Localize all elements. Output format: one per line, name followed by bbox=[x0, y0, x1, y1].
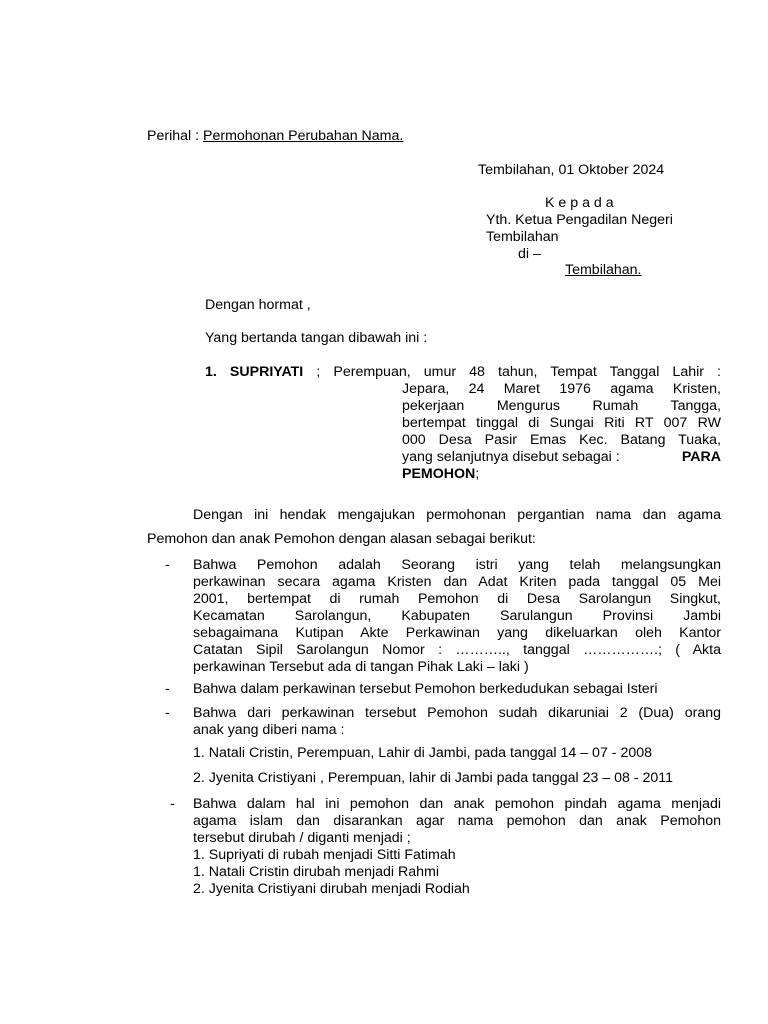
intro-line1 bbox=[193, 507, 721, 524]
salutation: Dengan hormat , bbox=[205, 297, 311, 313]
intro-line2: Pemohon dan anak Pemohon dengan alasan sebagai berikut: bbox=[147, 531, 536, 547]
bullet1 bbox=[193, 557, 721, 676]
applicant-line: pekerjaan Mengurus Rumah Tangga, bbox=[402, 398, 721, 414]
bullet1-line: 2001, bertempat di rumah Pemohon di Desa Sarolangun Singkut, bbox=[193, 591, 721, 607]
addressee-line2: Tembilahan bbox=[486, 229, 559, 245]
bullet-dash: - bbox=[165, 705, 170, 721]
bullet4-line: agama islam dan disarankan agar nama pemohon dan anak Pemohon bbox=[193, 813, 721, 829]
bullet1-line: sebagaimana Kutipan Akte Perkawinan yang dikeluarkan oleh Kantor bbox=[193, 625, 721, 641]
perihal-line bbox=[147, 128, 403, 145]
bullet3-line2: anak yang diberi nama : bbox=[193, 722, 345, 738]
applicant-name: SUPRIYATI bbox=[229, 364, 304, 380]
applicant-line: Jepara, 24 Maret 1976 agama Kristen, bbox=[402, 381, 721, 397]
city: Tembilahan. bbox=[565, 262, 642, 278]
kepada: K e p a d a bbox=[545, 195, 614, 211]
place-date: Tembilahan, 01 Oktober 2024 bbox=[478, 162, 665, 178]
di-label: di – bbox=[518, 246, 541, 262]
applicant-end: ; bbox=[475, 466, 480, 482]
applicant-details bbox=[402, 381, 721, 483]
bullet3 bbox=[193, 705, 721, 739]
bullet-dash: - bbox=[165, 557, 170, 573]
child-2: 2. Jyenita Cristiyani , Perempuan, lahir di Jambi pada tanggal 23 – 08 - 2011 bbox=[193, 770, 674, 786]
applicant-first-line bbox=[205, 364, 721, 381]
intro-text-1: Dengan ini hendak mengajukan permohonan pergantian nama dan agama bbox=[193, 507, 721, 523]
bullet1-line: perkawinan Tersebut ada di tangan Pihak Laki – laki ) bbox=[193, 659, 529, 675]
addressee-line1: Yth. Ketua Pengadilan Negeri bbox=[486, 212, 673, 228]
name-change: 1. Natali Cristin dirubah menjadi Rahmi bbox=[193, 864, 440, 880]
bullet4-line: Bahwa dalam hal ini pemohon dan anak pemohon pindah agama menjadi bbox=[193, 796, 721, 812]
para-label: PARA bbox=[681, 449, 721, 465]
applicant-sep: ; bbox=[303, 364, 334, 380]
applicant-number: 1. bbox=[205, 364, 230, 380]
bullet-dash: - bbox=[165, 681, 170, 697]
bullet1-line: Catatan Sipil Sarolangun Nomor : ……….., tanggal …………….; ( Akta bbox=[193, 642, 721, 658]
bullet4-line: tersebut dirubah / diganti menjadi ; bbox=[193, 830, 411, 846]
name-change: 1. Supriyati di rubah menjadi Sitti Fatimah bbox=[193, 847, 456, 863]
bullet1-line: perkawinan secara agama Kristen dan Adat Kriten pada tanggal 05 Mei bbox=[193, 574, 721, 590]
child-1: 1. Natali Cristin, Perempuan, Lahir di Jambi, pada tanggal 14 – 07 - 2008 bbox=[193, 745, 653, 761]
applicant-line1: Perempuan, umur 48 tahun, Tempat Tanggal Lahir : bbox=[333, 364, 721, 380]
applicant-line: bertempat tinggal di Sungai Riti RT 007 RW bbox=[402, 415, 721, 431]
bullet1-line: Kecamatan Sarolangun, Kabupaten Sarulangun Provinsi Jambi bbox=[193, 608, 721, 624]
bullet4 bbox=[193, 796, 721, 898]
applicant-line: yang selanjutnya disebut sebagai : bbox=[402, 449, 620, 465]
perihal-value: Permohonan Perubahan Nama. bbox=[203, 128, 404, 144]
pemohon-label: PEMOHON bbox=[402, 466, 476, 482]
perihal-label: Perihal : bbox=[147, 128, 203, 144]
undersigned: Yang bertanda tangan dibawah ini : bbox=[205, 330, 428, 346]
bullet3-line1: Bahwa dari perkawinan tersebut Pemohon sudah dikaruniai 2 (Dua) orang bbox=[193, 705, 721, 721]
bullet1-line: Bahwa Pemohon adalah Seorang istri yang telah melangsungkan bbox=[193, 557, 721, 573]
name-change: 2. Jyenita Cristiyani dirubah menjadi Rodiah bbox=[193, 881, 470, 897]
bullet-dash: - bbox=[170, 796, 175, 812]
bullet2: Bahwa dalam perkawinan tersebut Pemohon berkedudukan sebagai Isteri bbox=[193, 681, 658, 697]
applicant-line: 000 Desa Pasir Emas Kec. Batang Tuaka, bbox=[402, 432, 721, 448]
applicant-last-line bbox=[402, 449, 721, 466]
